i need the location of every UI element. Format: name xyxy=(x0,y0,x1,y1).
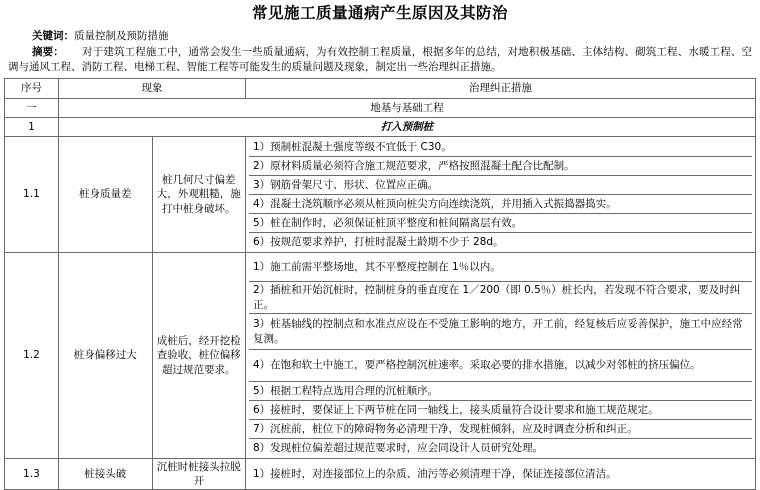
measures-list xyxy=(249,254,752,457)
section-row xyxy=(5,99,756,118)
abstract-label: 摘要： xyxy=(32,45,64,58)
abstract-block xyxy=(0,29,760,75)
row-phenomenon-desc: 沉桩时桩接头拉脱开 xyxy=(152,459,246,490)
measure-item: 5）根据工程特点选用合理的沉桩顺序。 xyxy=(249,382,752,401)
measures-list xyxy=(249,465,752,483)
keywords-label: 关键词： xyxy=(32,30,74,43)
header-phenomenon: 现象 xyxy=(59,79,246,99)
section-label: 地基与基础工程 xyxy=(59,99,756,118)
row-no: 1.2 xyxy=(5,253,59,459)
table-header-row xyxy=(5,79,756,99)
table-row xyxy=(5,253,756,459)
measure-item: 7）沉桩前，桩位下的障碍物务必清理干净，发现桩倾斜，应及时调查分析和纠正。 xyxy=(249,420,752,439)
section-no: 一 xyxy=(5,99,59,118)
table-row xyxy=(5,137,756,253)
header-measures: 治理纠正措施 xyxy=(246,79,756,99)
keywords-line xyxy=(8,29,752,44)
row-phenomenon-desc: 成桩后，经开挖检查验收，桩位偏移超过规范要求。 xyxy=(152,253,246,459)
measure-item: 1）施工前需平整场地，其不平整度控制在 1％以内。 xyxy=(249,254,752,282)
measure-item: 4）混凝土浇筑顺序必须从桩顶向桩尖方向连续浇筑，并用插入式振捣器捣实。 xyxy=(249,195,752,214)
subsection-no: 1 xyxy=(5,118,59,137)
measure-item: 6）按规范要求养护，打桩时混凝土龄期不少于 28d。 xyxy=(253,235,504,248)
row-defect-name: 桩身偏移过大 xyxy=(59,253,153,459)
measure-item: 1）接桩时，对连接部位上的杂质、油污等必须清理干净，保证连接部位清洁。 xyxy=(253,468,617,481)
row-measures-cell xyxy=(246,459,756,490)
measure-item: 2）原材料质量必须符合施工规范要求，严格按照混凝土配合比配制。 xyxy=(249,157,752,176)
row-no: 1.1 xyxy=(5,137,59,253)
measure-item: 4）在饱和软土中施工，要严格控制沉桩速率。采取必要的排水措施，以减少对邻桩的挤压偏位。 xyxy=(249,350,752,382)
row-phenomenon-desc: 桩几何尺寸偏差大，外观粗糙，施打中桩身破坏。 xyxy=(152,137,246,253)
row-defect-name: 桩身质量差 xyxy=(59,137,153,253)
measures-list xyxy=(249,138,752,251)
measure-item: 1）预制桩混凝土强度等级不宜低于 C30。 xyxy=(249,138,752,157)
subsection-row xyxy=(5,118,756,137)
measure-item: 2）插桩和开始沉桩时，控制桩身的垂直度在 1／200（即 0.5％）桩长内，若发现不符合要求，要及时纠正。 xyxy=(249,282,752,314)
keywords-value: 质量控制及预防措施 xyxy=(74,30,169,43)
row-no: 1.3 xyxy=(5,459,59,490)
row-measures-cell xyxy=(246,253,756,459)
row-measures-cell xyxy=(246,137,756,253)
page-title: 常见施工质量通病产生原因及其防治 xyxy=(251,4,508,22)
row-defect-name: 桩接头破 xyxy=(59,459,153,490)
abstract-text: 对于建筑工程施工中，通常会发生一些质量通病，为有效控制工程质量，根据多年的总结，对地积极基础、主体结构、砌筑工程、水暖工程、空调与通风工程、消防工程、电梯工程、智能工程等可能发生的质量问题及现象，制定出一些治理纠正措施。 xyxy=(8,45,753,73)
measure-item: 3）钢筋骨架尺寸、形状、位置应正确。 xyxy=(249,176,752,195)
abstract-line xyxy=(8,45,752,75)
measure-item: 3）桩基轴线的控制点和水准点应设在不受施工影响的地方，开工前，经复核后应妥善保护，施工中应经常复测。 xyxy=(249,314,752,350)
subsection-label: 打入预制桩 xyxy=(59,118,756,137)
table-row xyxy=(5,459,756,490)
defects-table xyxy=(4,78,756,490)
header-no: 序号 xyxy=(5,79,59,99)
measure-item: 6）接桩时，要保证上下两节桩在同一轴线上，接头质量符合设计要求和施工规范规定。 xyxy=(249,401,752,420)
measure-item: 5）桩在制作时，必须保证桩顶平整度和桩间隔离层有效。 xyxy=(249,214,752,233)
measure-item: 8）发现桩位偏差超过规范要求时，应会同设计人员研究处理。 xyxy=(253,441,544,454)
